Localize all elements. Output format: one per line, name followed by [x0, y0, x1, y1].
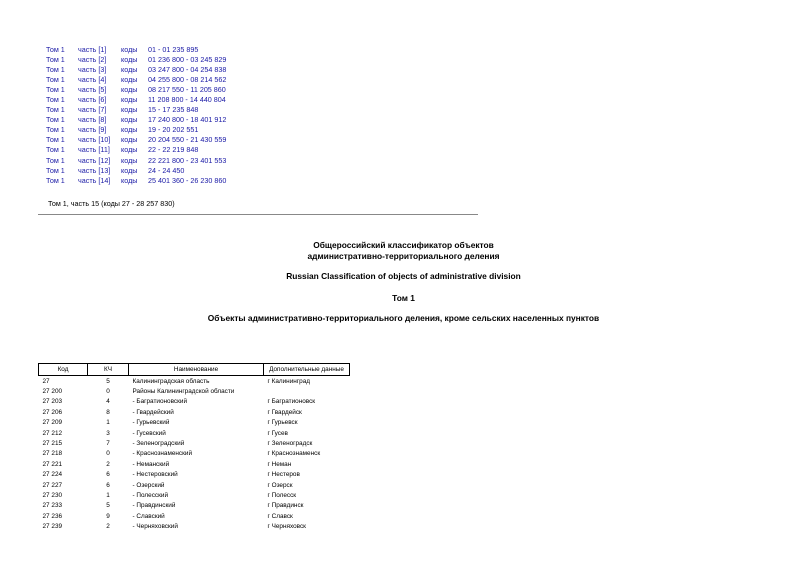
- cell-code: 27: [42, 377, 50, 385]
- volume-row: [40, 135, 248, 145]
- volume-row: [40, 55, 248, 65]
- volume-codes-label: коды: [121, 105, 138, 115]
- cell-extra: г Полесск: [267, 491, 297, 499]
- cell-name: - Полесский: [132, 491, 169, 499]
- volume-tom: Том 1: [46, 165, 65, 175]
- volume-codes-label: коды: [121, 45, 138, 54]
- header-code: Код: [39, 364, 88, 376]
- title-english: Russian Classification of objects of administrative division: [286, 271, 521, 281]
- volume-part: часть [2]: [78, 55, 107, 65]
- volume-row: [40, 166, 248, 176]
- cell-code: 27 233: [42, 502, 63, 510]
- table-row: [39, 459, 350, 469]
- cell-name: - Гвардейский: [132, 408, 174, 416]
- header-kch: КЧ: [88, 364, 129, 376]
- cell-name: Калининградская область: [132, 377, 210, 385]
- volume-tom: Том 1: [46, 175, 65, 185]
- cell-kch: 5: [106, 502, 110, 510]
- volume-range: 03 247 800 - 04 254 838: [148, 65, 227, 75]
- cell-code: 27 221: [42, 460, 63, 468]
- table-row: [39, 449, 350, 459]
- volume-link[interactable]: [40, 65, 248, 75]
- volume-range: 22 221 800 - 23 401 553: [148, 155, 227, 165]
- cell-extra: г Правдинск: [267, 502, 304, 510]
- volume-tom: Том 1: [46, 45, 65, 54]
- volume-link[interactable]: [40, 115, 248, 125]
- cell-name: - Гурьевский: [132, 419, 170, 427]
- table-row: [39, 490, 350, 500]
- volume-tom: Том 1: [46, 135, 65, 145]
- title-subtitle: Объекты административно-территориального деления, кроме сельских населенных пунктов: [207, 313, 600, 323]
- cell-code: 27 212: [42, 429, 63, 437]
- volume-part: часть [8]: [78, 115, 107, 125]
- cell-extra: г Багратионовск: [267, 398, 316, 406]
- cell-kch: 4: [106, 398, 110, 406]
- volume-link[interactable]: [40, 75, 248, 85]
- divider: [38, 214, 478, 215]
- volume-row: [40, 65, 248, 75]
- cell-kch: 7: [106, 440, 110, 448]
- cell-extra: г Черняховск: [267, 523, 306, 531]
- cell-extra: г Гвардейск: [267, 408, 302, 416]
- cell-name: - Багратионовский: [132, 398, 188, 406]
- cell-code: 27 215: [42, 440, 63, 448]
- table-row: [39, 511, 350, 521]
- volume-row: [40, 115, 248, 125]
- volume-link[interactable]: [40, 45, 248, 55]
- volume-part: часть [12]: [78, 155, 111, 165]
- table-row: [39, 480, 350, 490]
- volume-range: 11 208 800 - 14 440 804: [148, 95, 226, 105]
- table-row: [39, 470, 350, 480]
- cell-extra: [264, 386, 350, 396]
- volume-codes-label: коды: [121, 95, 138, 105]
- volume-range: 04 255 800 - 08 214 562: [148, 75, 227, 85]
- volume-codes-label: коды: [121, 85, 138, 95]
- volume-part: часть [11]: [78, 145, 110, 155]
- cell-code: 27 206: [42, 408, 63, 416]
- volume-part: часть [10]: [78, 135, 111, 145]
- volume-part: часть [4]: [78, 75, 107, 85]
- volume-row: [40, 156, 248, 166]
- cell-name: - Зеленоградский: [132, 440, 185, 448]
- table-row: [39, 521, 350, 531]
- cell-kch: 2: [106, 523, 110, 531]
- cell-kch: 1: [106, 419, 110, 427]
- volume-row: [40, 145, 248, 155]
- volume-part: часть [6]: [78, 95, 107, 105]
- cell-kch: 8: [106, 408, 110, 416]
- volume-range: 01 236 800 - 03 245 829: [148, 55, 227, 65]
- volume-tom: Том 1: [46, 155, 65, 165]
- cell-extra: г Славск: [267, 512, 293, 520]
- table-row: [39, 438, 350, 448]
- table-row: [39, 376, 350, 387]
- volume-row: [40, 45, 248, 55]
- volume-tom: Том 1: [46, 105, 65, 115]
- cell-extra: г Калининград: [267, 377, 310, 385]
- cell-code: 27 218: [42, 450, 63, 458]
- cell-code: 27 200: [42, 388, 63, 396]
- volume-codes-label: коды: [121, 135, 138, 145]
- volume-link[interactable]: [40, 166, 248, 176]
- cell-name: - Гусевский: [132, 429, 166, 437]
- cell-extra: г Нестеров: [267, 471, 300, 479]
- volume-tom: Том 1: [46, 145, 65, 155]
- table-header-row: [39, 364, 350, 376]
- volume-range: 08 217 550 - 11 205 860: [148, 85, 226, 95]
- cell-name: - Правдинский: [132, 502, 176, 510]
- cell-kch: 5: [106, 377, 110, 385]
- volume-tom: Том 1: [46, 55, 65, 65]
- volume-tom: Том 1: [46, 75, 65, 85]
- volume-codes-label: коды: [121, 145, 138, 155]
- volume-link[interactable]: [40, 176, 248, 186]
- volume-link[interactable]: [40, 135, 248, 145]
- volume-tom: Том 1: [46, 65, 65, 75]
- table-row: [39, 428, 350, 438]
- volume-codes-label: коды: [121, 115, 138, 125]
- cell-name: - Неманский: [132, 460, 170, 468]
- title-tom: Том 1: [392, 293, 415, 303]
- volume-link[interactable]: [40, 156, 248, 166]
- volume-range: 25 401 360 - 26 230 860: [148, 175, 227, 185]
- volume-row: [40, 75, 248, 85]
- cell-name: - Нестеровский: [132, 471, 178, 479]
- title-line-2: административно-территориального деления: [307, 251, 500, 261]
- volume-list: [40, 45, 248, 186]
- volume-range: 15 - 17 235 848: [148, 105, 199, 115]
- volume-row: [40, 105, 248, 115]
- volume-link[interactable]: [40, 105, 248, 115]
- volume-part: часть [3]: [78, 65, 107, 75]
- volume-part: часть [9]: [78, 125, 107, 135]
- cell-extra: г Гурьевск: [267, 419, 298, 427]
- volume-range: 19 - 20 202 551: [148, 125, 199, 135]
- volume-range: 20 204 550 - 21 430 559: [148, 135, 227, 145]
- cell-code: 27 224: [42, 471, 63, 479]
- volume-range: 17 240 800 - 18 401 912: [148, 115, 227, 125]
- title-line-1: Общероссийский классификатор объектов: [313, 240, 494, 250]
- cell-code: 27 236: [42, 512, 63, 520]
- volume-range: 24 - 24 450: [148, 165, 185, 175]
- table-row: [39, 407, 350, 417]
- table-row: [39, 418, 350, 428]
- cell-kch: 6: [106, 481, 110, 489]
- cell-extra: г Неман: [267, 460, 292, 468]
- cell-name: - Славский: [132, 512, 165, 520]
- volume-codes-label: коды: [121, 65, 138, 75]
- table-row: [39, 501, 350, 511]
- current-volume-label: Том 1, часть 15 (коды 27 - 28 257 830): [48, 199, 175, 208]
- cell-code: 27 203: [42, 398, 63, 406]
- volume-row: [40, 125, 248, 135]
- volume-tom: Том 1: [46, 125, 65, 135]
- volume-codes-label: коды: [121, 125, 138, 135]
- cell-extra: г Краснознаменск: [267, 450, 321, 458]
- volume-codes-label: коды: [121, 75, 138, 85]
- cell-extra: г Зеленоградск: [267, 440, 313, 448]
- cell-kch: 0: [106, 388, 110, 396]
- cell-kch: 2: [106, 460, 110, 468]
- volume-tom: Том 1: [46, 85, 65, 95]
- cell-code: 27 230: [42, 491, 63, 499]
- volume-range: 22 - 22 219 848: [148, 145, 199, 155]
- volume-link[interactable]: [40, 145, 248, 155]
- volume-tom: Том 1: [46, 115, 65, 125]
- cell-kch: 1: [106, 491, 110, 499]
- cell-kch: 3: [106, 429, 110, 437]
- volume-link[interactable]: [40, 125, 248, 135]
- volume-codes-label: коды: [121, 155, 138, 165]
- cell-kch: 6: [106, 471, 110, 479]
- volume-link[interactable]: [40, 55, 248, 65]
- volume-part: часть [14]: [78, 175, 111, 185]
- cell-code: 27 209: [42, 419, 63, 427]
- volume-part: часть [1]: [78, 45, 107, 54]
- volume-range: 01 - 01 235 895: [148, 45, 199, 54]
- volume-codes-label: коды: [121, 55, 138, 65]
- cell-name: - Краснознаменский: [132, 450, 193, 458]
- header-extra: Дополнительные данные: [264, 364, 350, 376]
- cell-code: 27 227: [42, 481, 63, 489]
- volume-part: часть [5]: [78, 85, 107, 95]
- cell-code: 27 239: [42, 523, 63, 531]
- cell-extra: г Гусев: [267, 429, 288, 437]
- volume-part: часть [7]: [78, 105, 107, 115]
- volume-row: [40, 85, 248, 95]
- table-row: [39, 397, 350, 407]
- volume-row: [40, 176, 248, 186]
- cell-extra: г Озерск: [267, 481, 293, 489]
- volume-part: часть [13]: [78, 165, 111, 175]
- cell-name: - Озерский: [132, 481, 165, 489]
- volume-tom: Том 1: [46, 95, 65, 105]
- volume-codes-label: коды: [121, 165, 138, 175]
- table-row: [39, 386, 350, 396]
- cell-kch: 0: [106, 450, 110, 458]
- volume-link[interactable]: [40, 95, 248, 105]
- cell-name: - Черняховский: [132, 523, 178, 531]
- cell-kch: 9: [106, 512, 110, 520]
- header-name: Наименование: [129, 364, 264, 376]
- volume-link[interactable]: [40, 85, 248, 95]
- volume-row: [40, 95, 248, 105]
- cell-name: Районы Калининградской области: [132, 388, 235, 396]
- volume-codes-label: коды: [121, 175, 138, 185]
- classifier-table: [38, 363, 350, 532]
